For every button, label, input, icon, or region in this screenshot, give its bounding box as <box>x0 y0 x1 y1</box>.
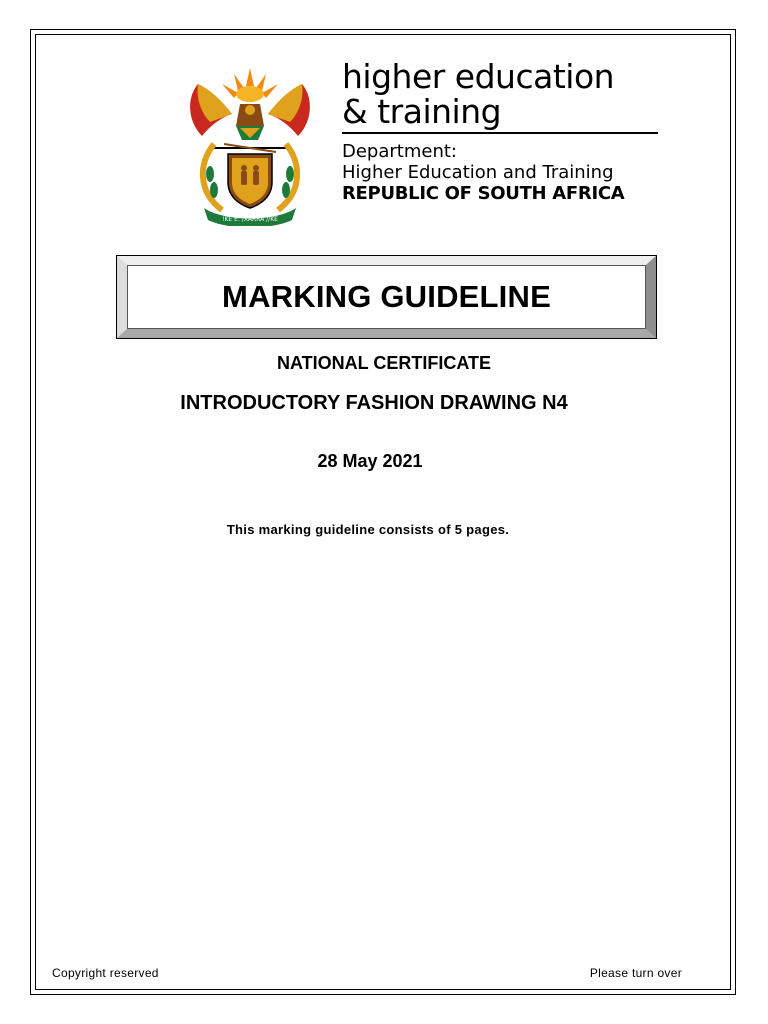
emblem-motto: !KE E: /XARRA //KE <box>222 216 278 223</box>
department-name: Higher Education and Training <box>342 162 614 183</box>
heading-line-1: higher education <box>342 57 615 96</box>
subject-text: INTRODUCTORY FASHION DRAWING N4 <box>180 392 568 414</box>
footer-copyright: Copyright reserved <box>52 966 159 980</box>
title-box <box>116 255 657 339</box>
page-count-note: This marking guideline consists of 5 pages. <box>226 522 510 537</box>
department-label: Department: <box>342 141 457 162</box>
south-africa-coat-of-arms-icon <box>184 64 316 226</box>
document-title: MARKING GUIDELINE <box>222 279 551 314</box>
department-header <box>342 57 660 204</box>
country-name: REPUBLIC OF SOUTH AFRICA <box>342 183 625 204</box>
subject-title <box>0 392 758 415</box>
title-panel <box>127 265 646 329</box>
footer-turn-over: Please turn over <box>589 966 682 980</box>
certificate-label: NATIONAL CERTIFICATE <box>277 353 491 373</box>
exam-date: 28 May 2021 <box>317 451 423 471</box>
heading-line-2: & training <box>342 92 502 131</box>
header-divider <box>342 132 658 134</box>
